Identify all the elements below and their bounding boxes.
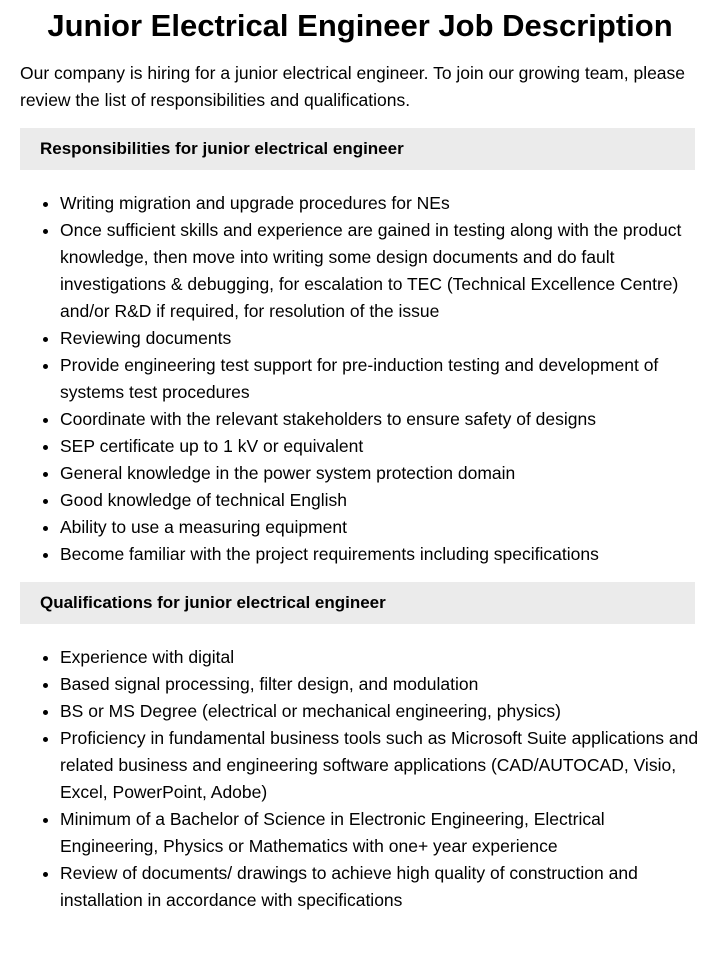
section-heading: Qualifications for junior electrical engineer xyxy=(20,582,695,624)
list-item: • Experience with digital xyxy=(60,644,700,671)
list-item: • Once sufficient skills and experience are gained in testing along with the product knowledge, then move into writing some design documents and do fault investigations & debugging, for escalation to TEC (Technical Excellence Centre) and/or R&D if required, for resolution of the issue xyxy=(60,217,700,325)
list-item: • General knowledge in the power system protection domain xyxy=(60,460,700,487)
list-item: • Ability to use a measuring equipment xyxy=(60,514,700,541)
list-item: • Reviewing documents xyxy=(60,325,700,352)
section-list xyxy=(20,644,700,914)
list-item: • Proficiency in fundamental business tools such as Microsoft Suite applications and related business and engineering software applications (CAD/AUTOCAD, Visio, Excel, PowerPoint, Adobe) xyxy=(60,725,700,806)
list-item: • Based signal processing, filter design, and modulation xyxy=(60,671,700,698)
list-item: • Provide engineering test support for pre-induction testing and development of systems test procedures xyxy=(60,352,700,406)
list-item: • Become familiar with the project requirements including specifications xyxy=(60,541,700,568)
section-heading: Responsibilities for junior electrical engineer xyxy=(20,128,695,170)
list-item: • SEP certificate up to 1 kV or equivalent xyxy=(60,433,700,460)
list-item: • Coordinate with the relevant stakeholders to ensure safety of designs xyxy=(60,406,700,433)
section-list xyxy=(20,190,700,568)
list-item: • Review of documents/ drawings to achieve high quality of construction and installation in accordance with specifications xyxy=(60,860,700,914)
list-item: • Writing migration and upgrade procedures for NEs xyxy=(60,190,700,217)
list-item: • Good knowledge of technical English xyxy=(60,487,700,514)
page-title: Junior Electrical Engineer Job Description xyxy=(47,8,673,43)
intro-text: Our company is hiring for a junior electrical engineer. To join our growing team, please review the list of responsibilities and qualifications. xyxy=(20,63,686,110)
list-item: • Minimum of a Bachelor of Science in Electronic Engineering, Electrical Engineering, Physics or Mathematics with one+ year experience xyxy=(60,806,700,860)
list-item: • BS or MS Degree (electrical or mechanical engineering, physics) xyxy=(60,698,700,725)
